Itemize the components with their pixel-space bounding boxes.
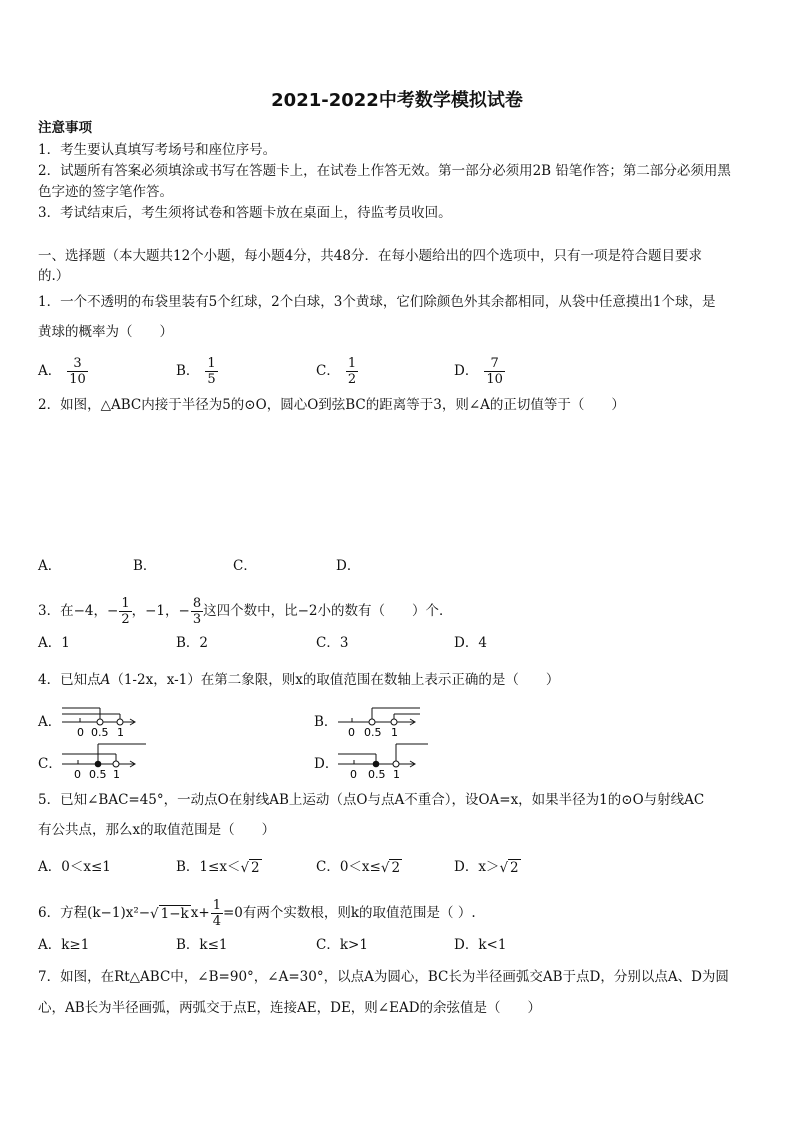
q4-option-b-label[interactable]: B．	[314, 714, 338, 730]
q3-option-b[interactable]: B．2	[176, 635, 209, 651]
q2-option-a[interactable]: A．	[38, 558, 62, 574]
q6-option-d[interactable]: D．k<1	[454, 937, 507, 953]
q1-option-b[interactable]: B． $\frac{1}{5}$	[176, 356, 216, 387]
tick-label: 1	[117, 726, 124, 739]
question-4-text: 4．已知点A（1-2x，x-1）在第二象限，则x的取值范围在数轴上表示正确的是（ ）	[38, 672, 560, 688]
q4-option-d-number-line[interactable]	[336, 740, 432, 782]
fraction: $\frac{1}{2}$	[347, 356, 357, 387]
q4-option-c-label[interactable]: C．	[38, 756, 62, 772]
q4-option-c-number-line[interactable]	[60, 740, 150, 782]
q4-option-d-label[interactable]: D．	[314, 756, 339, 772]
q4-option-a-number-line[interactable]	[60, 700, 140, 740]
fraction: $\frac{1}{5}$	[207, 356, 216, 387]
q6-option-c[interactable]: C．k>1	[316, 937, 368, 953]
equation: (k−1)x²−√ 1−k x+ $\frac{1}{4}$ =0	[87, 898, 243, 929]
q4-option-a-label[interactable]: A．	[38, 714, 62, 730]
question-5-text: 5．已知∠BAC=45°，一动点O在射线AB上运动（点O与点A不重合），设OA=x，如果半径为1的⊙O与射线AC	[38, 792, 705, 808]
notice-item: 色字迹的签字笔作答。	[38, 184, 173, 200]
q3-option-a[interactable]: A．1	[38, 635, 70, 651]
question-7-text-cont: 心，AB长为半径画弧，两弧交于点E，连接AE，DE，则∠EAD的余弦值是（ ）	[38, 1000, 542, 1016]
question-6-text: 6．方程(k−1)x²−√ 1−k x+ $\frac{1}{4}$ =0有两个实数根，则k的取值范围是（ ）.	[38, 898, 476, 929]
page-title: 2021-2022中考数学模拟试卷	[271, 90, 523, 111]
fraction: $\frac{1}{2}$	[121, 596, 130, 627]
tick-label: 1	[391, 726, 398, 739]
q1-option-a[interactable]: A． $\frac{3}{10}$	[38, 356, 86, 387]
tick-label: 1	[393, 768, 400, 781]
square-root: √ 2	[499, 859, 519, 876]
question-7-text: 7．如图，在Rt△ABC中，∠B=90°，∠A=30°，以点A为圆心，BC长为半径画弧交AB于点D，分别以点A、D为圆	[38, 969, 729, 985]
tick-label: 0	[348, 726, 355, 739]
fraction: $\frac{3}{10}$	[69, 356, 86, 387]
tick-label: 0.5	[89, 768, 107, 781]
q1-option-c[interactable]: C． $\frac{1}{2}$	[316, 356, 357, 387]
q5-option-c[interactable]: C．0＜x≤√ 2	[316, 859, 401, 876]
notice-heading: 注意事项	[38, 120, 92, 136]
question-2-text: 2．如图，△ABC内接于半径为5的⊙O，圆心O到弦BC的距离等于3，则∠A的正切值等于（ ）	[38, 397, 625, 413]
q3-option-c[interactable]: C．3	[316, 635, 349, 651]
q2-option-d[interactable]: D．	[336, 558, 361, 574]
question-5-text-cont: 有公共点，那么x的取值范围是（ ）	[38, 822, 276, 838]
notice-item: 1．考生要认真填写考场号和座位序号。	[38, 142, 277, 158]
q5-option-a[interactable]: A．0＜x≤1	[38, 859, 111, 875]
fraction: $\frac{7}{10}$	[486, 356, 503, 387]
notice-item: 3．考试结束后，考生须将试卷和答题卡放在桌面上，待监考员收回。	[38, 205, 452, 221]
tick-label: 0.5	[368, 768, 386, 781]
tick-label: 0	[77, 726, 84, 739]
tick-label: 0	[350, 768, 357, 781]
tick-label: 0.5	[364, 726, 382, 739]
tick-label: 0	[74, 768, 81, 781]
q6-option-b[interactable]: B．k≤1	[176, 937, 228, 953]
tick-label: 1	[113, 768, 120, 781]
q4-option-b-number-line[interactable]	[336, 700, 426, 740]
fraction: $\frac{1}{4}$	[212, 898, 221, 929]
q1-option-d[interactable]: D． $\frac{7}{10}$	[454, 356, 503, 387]
notice-item: 2．试题所有答案必须填涂或书写在答题卡上，在试卷上作答无效。第一部分必须用2B 铅笔作答；第二部分必须用黑	[38, 163, 731, 179]
question-3-text: 3．在−4，− $\frac{1}{2}$ ，−1，− $\frac{8}{3}$ 这四个数中，比−2小的数有（ ）个．	[38, 596, 453, 627]
question-1-text: 1．一个不透明的布袋里装有5个红球，2个白球，3个黄球，它们除颜色外其余都相同，从袋中任意摸出1个球，是	[38, 294, 716, 310]
q5-option-d[interactable]: D．x＞√ 2	[454, 859, 519, 876]
q3-option-d[interactable]: D．4	[454, 635, 487, 651]
tick-label: 0.5	[91, 726, 109, 739]
q2-option-b[interactable]: B．	[133, 558, 157, 574]
square-root: √ 2	[380, 859, 401, 876]
q2-option-c[interactable]: C．	[233, 558, 257, 574]
q6-option-a[interactable]: A．k≥1	[38, 937, 90, 953]
q5-option-b[interactable]: B．1≤x＜√ 2	[176, 859, 260, 876]
section-heading-cont: 的.）	[38, 268, 70, 284]
square-root: √ 2	[240, 859, 260, 876]
question-1-text-cont: 黄球的概率为（ ）	[38, 324, 173, 340]
section-heading: 一、选择题（本大题共12个小题，每小题4分，共48分．在每小题给出的四个选项中，只有一项是符合题目要求	[38, 248, 702, 264]
fraction: $\frac{8}{3}$	[192, 596, 202, 627]
